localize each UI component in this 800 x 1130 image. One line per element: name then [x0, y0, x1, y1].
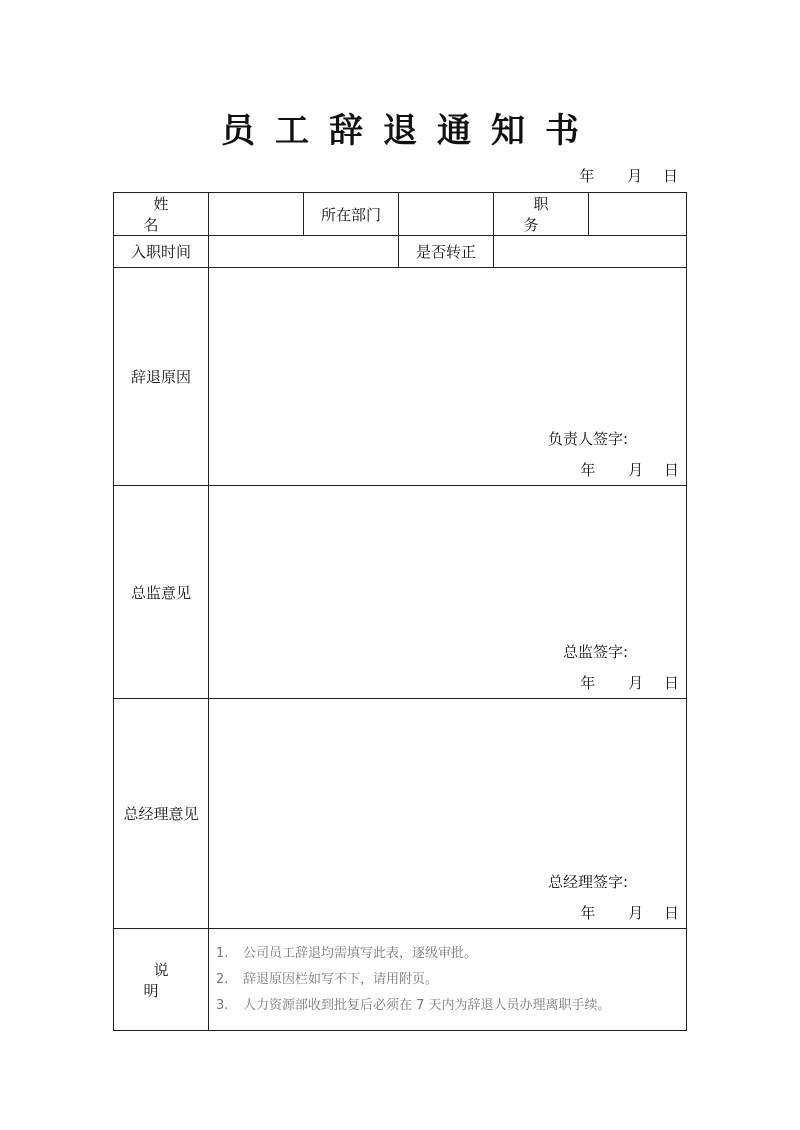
note-number: 1. [216, 946, 229, 961]
reason-date-year: 年 [580, 461, 596, 479]
note-number: 2. [216, 972, 229, 987]
row-basic-info [114, 193, 687, 236]
row-gm-opinion [114, 699, 687, 929]
gm-date-year: 年 [580, 904, 596, 922]
department-field[interactable] [399, 193, 494, 236]
note-number: 3. [216, 998, 229, 1013]
header-date [579, 166, 678, 186]
name-field[interactable] [209, 193, 304, 236]
director-signature-label: 总监签字: [562, 643, 628, 661]
name-label: 姓 名 [114, 193, 209, 236]
reason-date-month: 月 [628, 461, 644, 479]
director-opinion-label: 总监意见 [114, 486, 209, 699]
row-director-opinion [114, 486, 687, 699]
note-text: 公司员工辞退均需填写此表，逐级审批。 [243, 946, 478, 961]
director-opinion-field[interactable] [209, 486, 687, 699]
notes-label: 说 明 [114, 929, 209, 1031]
gm-signature-label: 总经理签字: [547, 873, 628, 891]
gm-date-month: 月 [628, 904, 644, 922]
reason-date-day: 日 [663, 461, 679, 479]
notes-content [209, 929, 687, 1031]
note-item [216, 967, 611, 993]
reason-date [580, 460, 679, 480]
hire-date-field[interactable] [209, 236, 399, 268]
director-date-month: 月 [628, 674, 644, 692]
gm-date [580, 903, 679, 923]
page-title: 员工辞退通知书 [221, 111, 599, 151]
date-year: 年 [579, 167, 595, 185]
gm-date-day: 日 [663, 904, 679, 922]
dismissal-reason-label: 辞退原因 [114, 268, 209, 486]
gm-opinion-label: 总经理意见 [114, 699, 209, 929]
position-label: 职 务 [494, 193, 589, 236]
dismissal-reason-field[interactable] [209, 268, 687, 486]
row-notes [114, 929, 687, 1031]
date-day: 日 [662, 167, 678, 185]
director-date-day: 日 [663, 674, 679, 692]
dismissal-form [113, 192, 687, 1031]
note-item [216, 941, 611, 967]
director-date [580, 673, 679, 693]
row-employment [114, 236, 687, 268]
department-label: 所在部门 [304, 193, 399, 236]
hire-date-label: 入职时间 [114, 236, 209, 268]
position-field[interactable] [589, 193, 687, 236]
director-date-year: 年 [580, 674, 596, 692]
notes-list [209, 933, 611, 1019]
note-text: 人力资源部收到批复后必须在 7 天内为辞退人员办理离职手续。 [243, 998, 611, 1013]
date-month: 月 [627, 167, 643, 185]
row-dismissal-reason [114, 268, 687, 486]
note-text: 辞退原因栏如写不下，请用附页。 [243, 972, 439, 987]
note-item [216, 993, 611, 1019]
regularized-field[interactable] [494, 236, 687, 268]
regularized-label: 是否转正 [399, 236, 494, 268]
gm-opinion-field[interactable] [209, 699, 687, 929]
manager-signature-label: 负责人签字: [547, 430, 628, 448]
